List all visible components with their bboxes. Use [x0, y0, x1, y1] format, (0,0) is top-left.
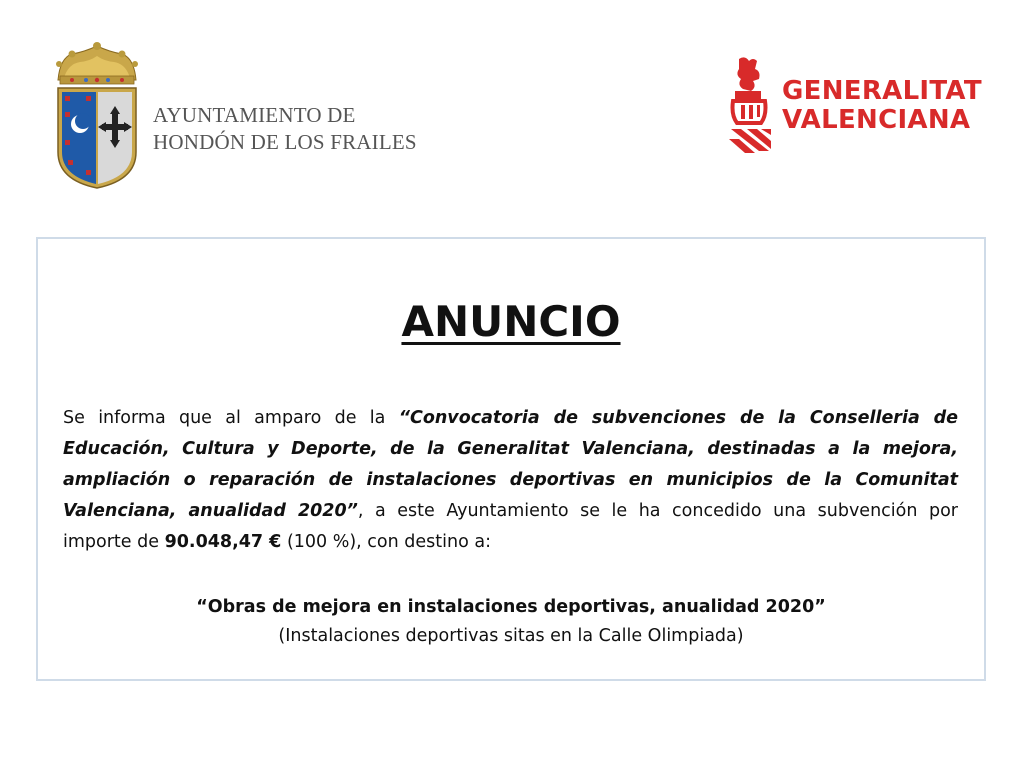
notice-box	[36, 237, 986, 681]
notice-middle: , a este Ayuntamiento se le ha concedido una subvención por importe de	[63, 501, 958, 552]
generalitat-name-line1: GENERALITAT	[782, 76, 982, 106]
generalitat-name-line2: VALENCIANA	[782, 105, 971, 135]
project-location: (Instalaciones deportivas sitas en la Calle Olimpiada)	[278, 626, 744, 646]
notice-title	[38, 296, 984, 348]
generalitat-logo	[725, 55, 985, 165]
ayuntamiento-name-line2: HONDÓN DE LOS FRAILES	[153, 130, 417, 154]
ayuntamiento-logo	[50, 40, 450, 190]
project-title: “Obras de mejora en instalaciones deportivas, anualidad 2020”	[196, 597, 826, 617]
convocatoria-title: “Convocatoria de subvenciones de la Conselleria de Educación, Cultura y Deporte, de la Generalitat Valenciana, destinadas a la mejora, ampliación o reparación de instalaciones deportivas en municipios de la Comunitat Valenciana, anualidad 2020”	[63, 408, 958, 521]
generalitat-name	[782, 77, 982, 135]
grant-amount: 90.048,47 €	[164, 532, 282, 552]
notice-title-text: ANUNCIO	[401, 297, 621, 346]
generalitat-emblem-icon	[725, 55, 775, 157]
notice-end: (100 %), con destino a:	[281, 532, 491, 552]
page-header	[0, 0, 1024, 200]
ayuntamiento-name	[153, 102, 417, 156]
ayuntamiento-name-line1: AYUNTAMIENTO DE	[153, 103, 356, 127]
coat-of-arms-icon	[50, 40, 145, 190]
notice-intro: Se informa que al amparo de la	[63, 408, 399, 428]
notice-body	[63, 403, 958, 558]
project-block	[38, 593, 984, 651]
